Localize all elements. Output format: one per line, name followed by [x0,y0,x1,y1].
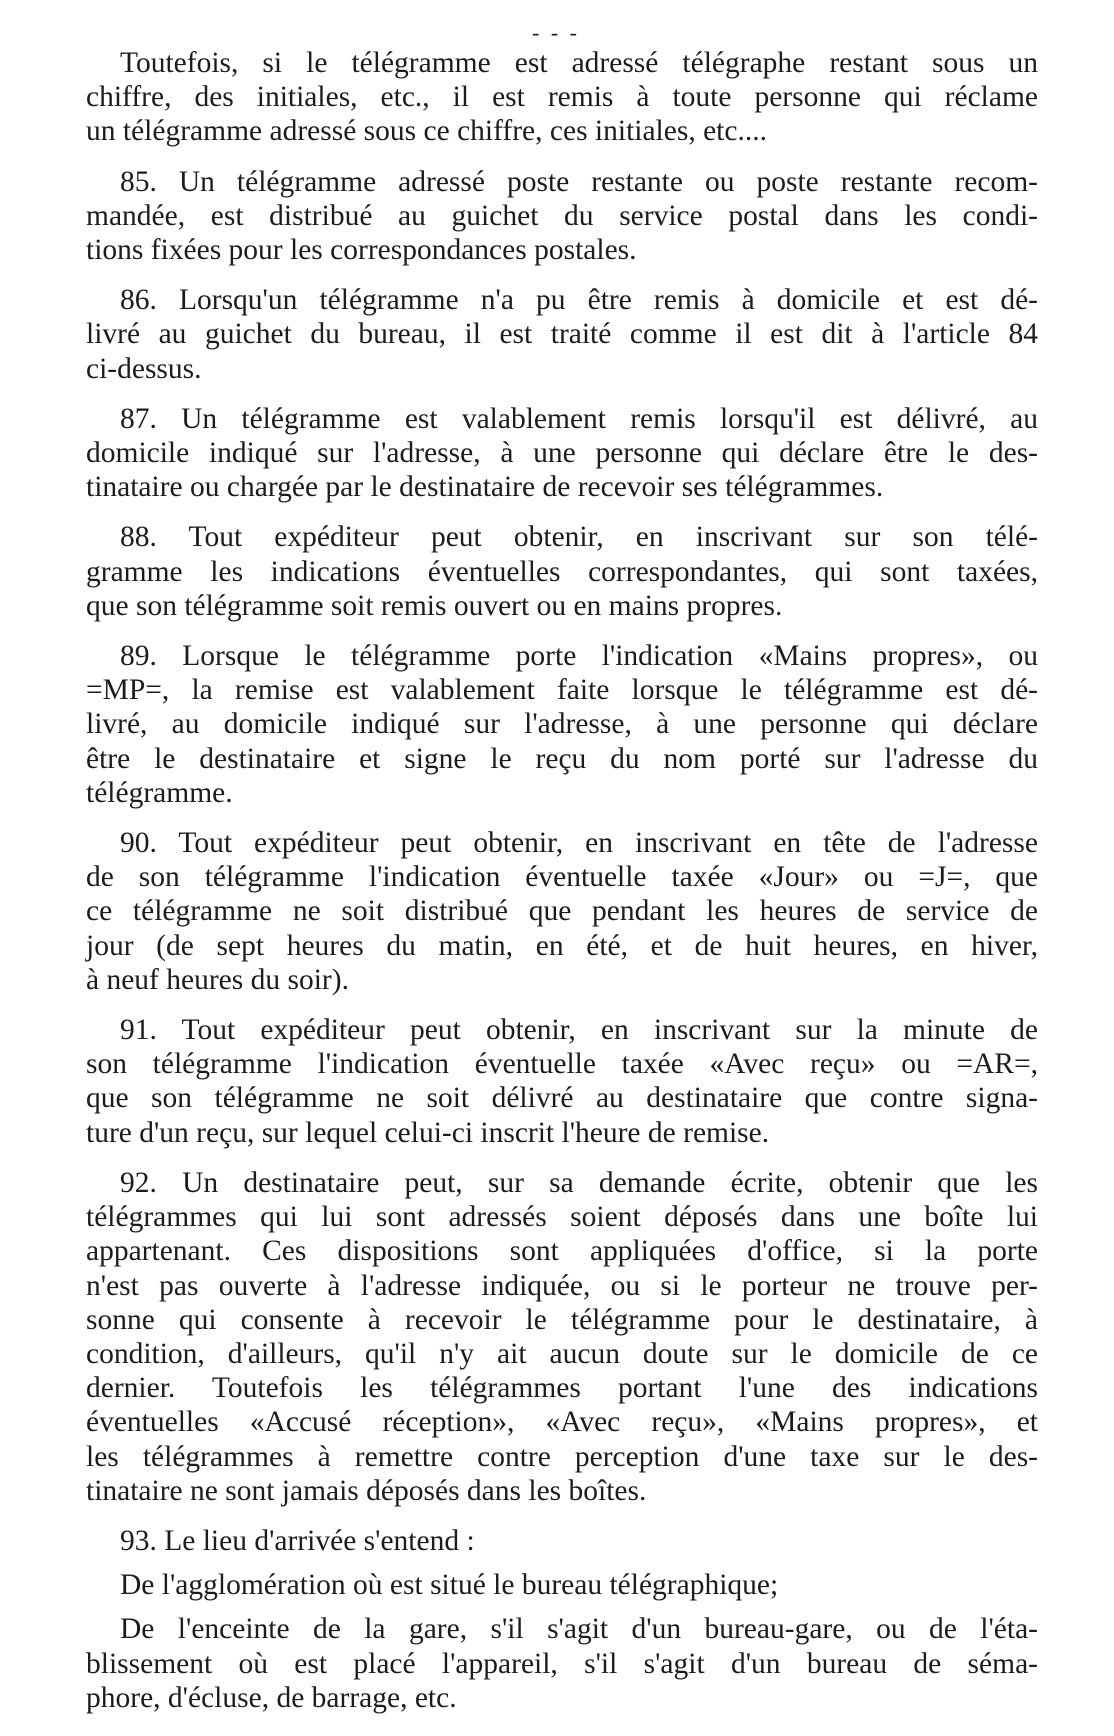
text-line: mandée, est distribué au guichet du service postal dans les condi- [86,199,1038,232]
text-line: son télégramme l'indication éventuelle taxée «Avec reçu» ou =AR=, [86,1048,1038,1081]
text-line: blissement où est placé l'appareil, s'il s'agit d'un bureau de séma- [86,1647,1038,1680]
text-line: de son télégramme l'indication éventuelle taxée «Jour» ou =J=, que [86,861,1038,894]
text-line: ci-dessus. [86,352,202,385]
text-line: tinataire ne sont jamais déposés dans les boîtes. [86,1474,647,1507]
text-line: que son télégramme ne soit délivré au destinataire que contre signa- [86,1082,1038,1115]
paragraph-article-87 [86,402,1038,505]
text-line: 87. Un télégramme est valablement remis lorsqu'il est délivré, au [120,402,1038,435]
text-line: livré, au domicile indiqué sur l'adresse, à une personne qui déclare [86,708,1038,741]
text-line: être le destinataire et signe le reçu du nom porté sur l'adresse du [86,742,1038,775]
text-line: 90. Tout expéditeur peut obtenir, en inscrivant en tête de l'adresse [120,827,1038,860]
text-line: phore, d'écluse, de barrage, etc. [86,1681,457,1714]
paragraph-article-86 [86,283,1038,386]
text-line: télégrammes qui lui sont adressés soient déposés dans une boîte lui [86,1201,1038,1234]
text-line: livré au guichet du bureau, il est traité comme il est dit à l'article 84 [86,318,1038,351]
text-line: que son télégramme soit remis ouvert ou en mains propres. [86,589,783,622]
paragraph-toutefois-restant [86,46,1038,149]
text-line: les télégrammes à remettre contre perception d'une taxe sur le des- [86,1440,1038,1473]
text-line: =MP=, la remise est valablement faite lorsque le télégramme est dé- [86,674,1038,707]
text-line: appartenant. Ces dispositions sont appliquées d'office, si la porte [86,1235,1038,1268]
text-line: sonne qui consente à recevoir le télégramme pour le destinataire, à [86,1303,1038,1336]
text-line: 91. Tout expéditeur peut obtenir, en inscrivant sur la minute de [120,1014,1038,1047]
text-line: 86. Lorsqu'un télégramme n'a pu être remis à domicile et est dé- [120,284,1038,317]
text-line: un télégramme adressé sous ce chiffre, ces initiales, etc.... [86,115,767,148]
text-line: 93. Le lieu d'arrivée s'entend : [120,1524,475,1557]
text-line: ture d'un reçu, sur lequel celui-ci inscrit l'heure de remise. [86,1116,770,1149]
text-line: chiffre, des initiales, etc., il est remis à toute personne qui réclame [86,81,1038,114]
text-line: 85. Un télégramme adressé poste restante ou poste restante recom- [120,165,1038,198]
text-line: éventuelles «Accusé réception», «Avec reçu», «Mains propres», et [86,1406,1038,1439]
text-line: De l'agglomération où est situé le bureau télégraphique; [120,1569,779,1602]
text-line: gramme les indications éventuelles correspondantes, qui sont taxées, [86,555,1038,588]
text-line: De l'enceinte de la gare, s'il s'agit d'un bureau-gare, ou de l'éta- [120,1613,1038,1646]
text-line: 88. Tout expéditeur peut obtenir, en inscrivant sur son télé- [120,521,1038,554]
text-line: dernier. Toutefois les télégrammes portant l'une des indications [86,1372,1038,1405]
text-line: Toutefois, si le télégramme est adressé télégraphe restant sous un [120,47,1038,79]
page-mark: - - - [532,20,580,45]
text-line: 92. Un destinataire peut, sur sa demande écrite, obtenir que les [120,1166,1038,1199]
text-line: tions fixées pour les correspondances postales. [86,234,637,267]
paragraph-article-91 [86,1013,1038,1150]
text-line: télégramme. [86,776,233,809]
text-line: tinataire ou chargée par le destinataire de recevoir ses télégrammes. [86,471,884,504]
text-line: condition, d'ailleurs, qu'il n'y ait aucun doute sur le domicile de ce [86,1337,1038,1370]
text-line: 89. Lorsque le télégramme porte l'indication «Mains propres», ou [120,640,1038,673]
paragraph-article-93-enceinte [86,1612,1038,1715]
text-line: à neuf heures du soir). [86,963,349,996]
paragraph-article-93 [86,1524,1038,1558]
text-line: n'est pas ouverte à l'adresse indiquée, ou si le porteur ne trouve per- [86,1269,1038,1302]
paragraph-article-90 [86,826,1038,997]
paragraph-article-92 [86,1166,1038,1508]
paragraph-article-89 [86,639,1038,810]
text-line: jour (de sept heures du matin, en été, et de huit heures, en hiver, [86,929,1038,962]
text-line: domicile indiqué sur l'adresse, à une personne qui déclare être le des- [86,437,1038,470]
book-page [86,0,1038,1736]
paragraph-article-85 [86,165,1038,268]
page-body [86,46,1038,1731]
paragraph-article-88 [86,520,1038,623]
text-line: ce télégramme ne soit distribué que pendant les heures de service de [86,895,1038,928]
paragraph-article-93-agglomeration [86,1568,1038,1602]
